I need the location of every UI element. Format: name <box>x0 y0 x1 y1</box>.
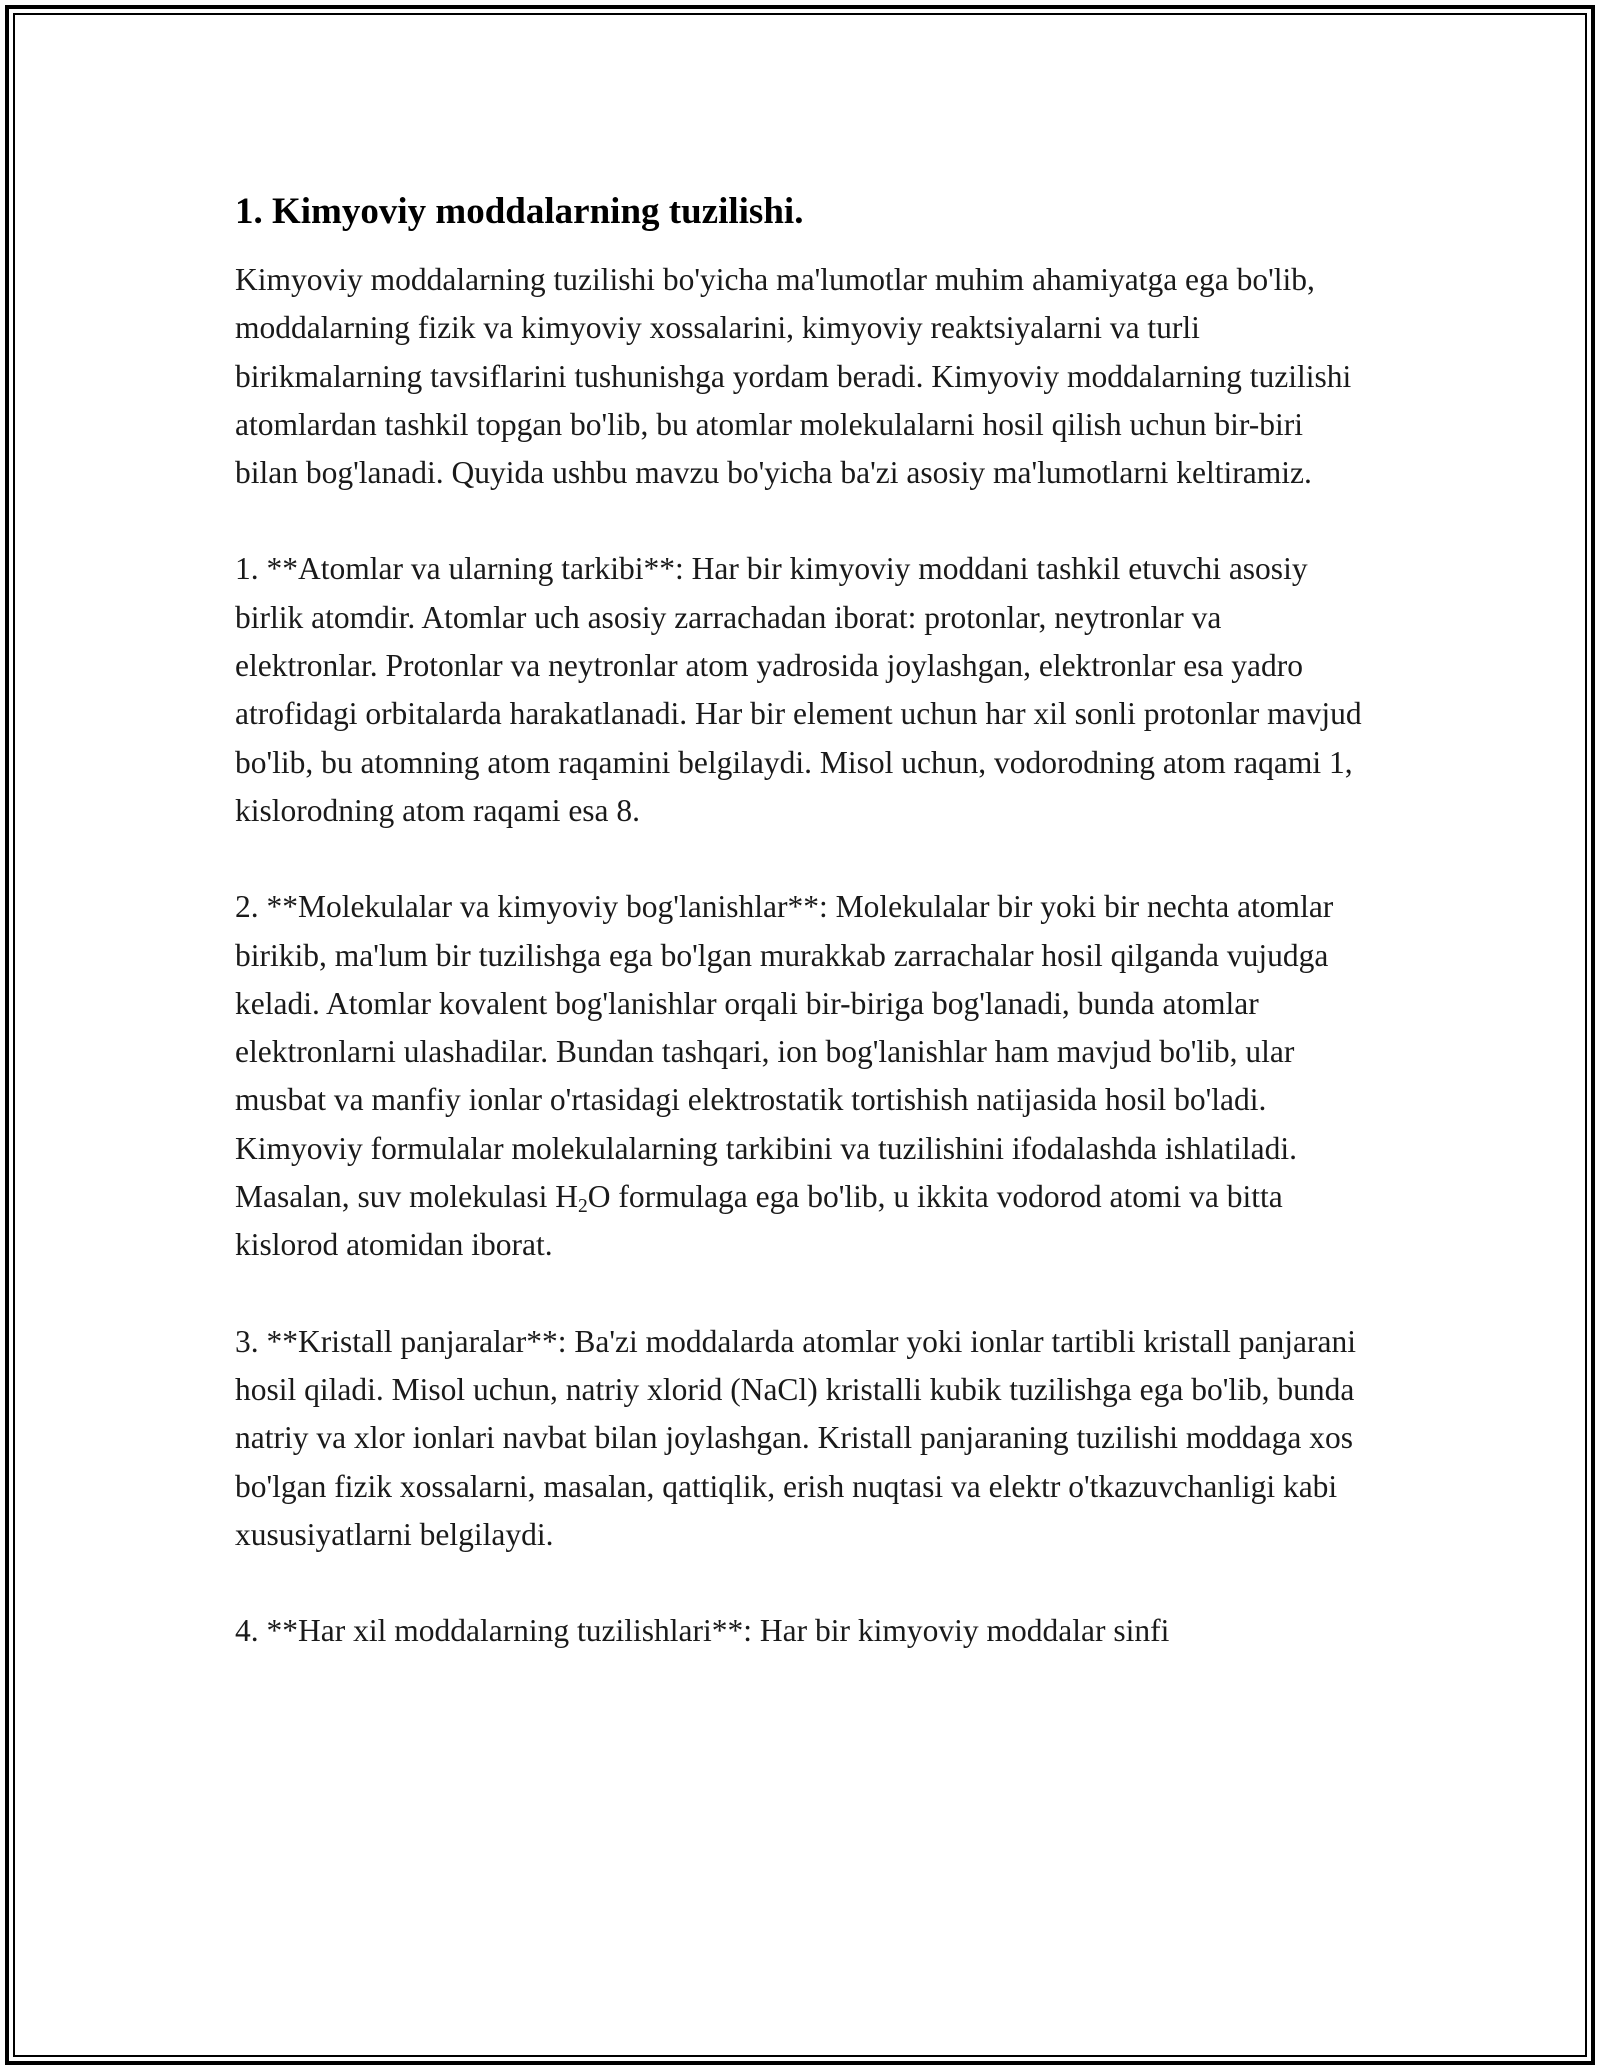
document-title: 1. Kimyoviy moddalarning tuzilishi. <box>235 191 804 232</box>
formula-o: O <box>587 1179 611 1215</box>
water-formula <box>555 1179 611 1217</box>
section-molecules-text-before: 2. **Molekulalar va kimyoviy bog'lanishlar**: Molekulalar bir yoki bir nechta atomlar birikib, ma'lum bir tuzilishga ega bo'lgan murakkab zarrachalar hosil qilganda vujudga keladi. Atomlar kovalent bog'lanishlar orqali bir-biriga bog'lanadi, bunda atomlar elektronlarni ulashadilar. Bundan tashqari, ion bog'lanishlar ham mavjud bo'lib, ular musbat va manfiy ionlar o'rtasidagi elektrostatik tortishish natijasida hosil bo'ladi. Kimyoviy formulalar molekulalarning tarkibini va tuzilishini ifodalashda ishlatiladi. Masalan, suv molekulasi <box>235 889 1334 1215</box>
formula-h: H <box>555 1179 578 1215</box>
intro-paragraph: Kimyoviy moddalarning tuzilishi bo'yicha ma'lumotlar muhim ahamiyatga ega bo'lib, moddalarning fizik va kimyoviy xossalarini, kimyoviy reaktsiyalarni va turli birikmalarning tavsiflarini tushunishga yordam beradi. Kimyoviy moddalarning tuzilishi atomlardan tashkil topgan bo'lib, bu atomlar molekulalarni hosil qilish uchun bir-biri bilan bog'lanadi. Quyida ushbu mavzu bo'yicha ba'zi asosiy ma'lumotlarni keltiramiz. <box>235 262 1352 491</box>
document-body <box>235 188 1365 1703</box>
section-crystals-paragraph: 3. **Kristall panjaralar**: Ba'zi moddalarda atomlar yoki ionlar tartibli kristall panjarani hosil qiladi. Misol uchun, natriy xlorid (NaCl) kristalli kubik tuzilishga ega bo'lib, bunda natriy va xlor ionlari navbat bilan joylashgan. Kristall panjaraning tuzilishi moddaga xos bo'lgan fizik xossalarni, masalan, qattiqlik, erish nuqtasi va elektr o'tkazuvchanligi kabi xususiyatlarni belgilaydi. <box>235 1323 1356 1552</box>
section-atoms-paragraph: 1. **Atomlar va ularning tarkibi**: Har bir kimyoviy moddani tashkil etuvchi asosiy birlik atomdir. Atomlar uch asosiy zarrachadan iborat: protonlar, neytronlar va elektronlar. Protonlar va neytronlar atom yadrosida joylashgan, elektronlar esa yadro atrofidagi orbitalarda harakatlanadi. Har bir element uchun har xil sonli protonlar mavjud bo'lib, bu atomning atom raqamini belgilaydi. Misol uchun, vodorodning atom raqami 1, kislorodning atom raqami esa 8. <box>235 551 1362 828</box>
section-structures-paragraph: 4. **Har xil moddalarning tuzilishlari**: Har bir kimyoviy moddalar sinfi <box>235 1613 1170 1649</box>
formula-subscript: 2 <box>577 1195 588 1217</box>
section-molecules-paragraph <box>235 883 1365 1269</box>
section-molecules-text-after: formulaga ega bo'lib, u ikkita vodorod atomi va bitta kislorod atomidan iborat. <box>235 1179 1283 1263</box>
